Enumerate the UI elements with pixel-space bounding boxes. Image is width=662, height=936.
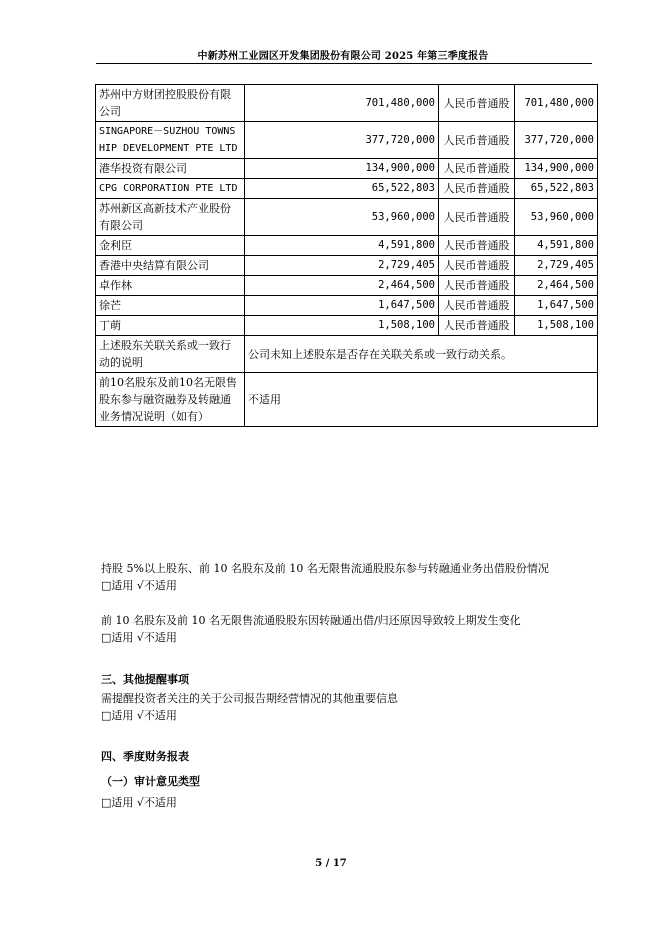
header-rule xyxy=(96,63,592,64)
holder-name: 港华投资有限公司 xyxy=(96,159,245,179)
class-quantity: 65,522,803 xyxy=(515,179,598,199)
holder-quantity: 2,464,500 xyxy=(245,276,439,296)
share-class: 人民币普通股 xyxy=(439,236,515,256)
class-quantity: 2,464,500 xyxy=(515,276,598,296)
share-class: 人民币普通股 xyxy=(439,199,515,236)
table-row xyxy=(96,296,598,316)
share-class: 人民币普通股 xyxy=(439,85,515,122)
holder-quantity: 65,522,803 xyxy=(245,179,439,199)
class-quantity: 53,960,000 xyxy=(515,199,598,236)
margin-row xyxy=(96,373,598,427)
holder-name: 金利臣 xyxy=(96,236,245,256)
class-quantity: 1,647,500 xyxy=(515,296,598,316)
class-quantity: 701,480,000 xyxy=(515,85,598,122)
table-row xyxy=(96,85,598,122)
section-3-choice: □适用 √不适用 xyxy=(101,709,177,722)
shareholder-table xyxy=(95,84,598,427)
margin-label: 前10名股东及前10名无限售股东参与融资融券及转融通业务情况说明（如有） xyxy=(96,373,245,427)
share-class: 人民币普通股 xyxy=(439,256,515,276)
holder-quantity: 1,647,500 xyxy=(245,296,439,316)
lending-disclosure-text: 持股 5%以上股东、前 10 名股东及前 10 名无限售流通股股东参与转融通业务出借股份情况 xyxy=(101,562,549,575)
table-row xyxy=(96,179,598,199)
holder-name: 苏州中方财团控股股份有限公司 xyxy=(96,85,245,122)
margin-value: 不适用 xyxy=(245,373,598,427)
class-quantity: 377,720,000 xyxy=(515,122,598,159)
relation-label: 上述股东关联关系或一致行动的说明 xyxy=(96,336,245,373)
section-3-title: 三、其他提醒事项 xyxy=(101,673,189,686)
holder-quantity: 134,900,000 xyxy=(245,159,439,179)
holder-name: 徐芒 xyxy=(96,296,245,316)
holder-name: 香港中央结算有限公司 xyxy=(96,256,245,276)
holder-quantity: 1,508,100 xyxy=(245,316,439,336)
class-quantity: 4,591,800 xyxy=(515,236,598,256)
class-quantity: 134,900,000 xyxy=(515,159,598,179)
section-4-subtitle: （一）审计意见类型 xyxy=(101,775,200,788)
share-class: 人民币普通股 xyxy=(439,276,515,296)
holder-name: 丁萌 xyxy=(96,316,245,336)
section-3-text: 需提醒投资者关注的关于公司报告期经营情况的其他重要信息 xyxy=(101,692,398,705)
report-header-title: 中新苏州工业园区开发集团股份有限公司 2025 年第三季度报告 xyxy=(197,51,489,62)
holder-quantity: 53,960,000 xyxy=(245,199,439,236)
share-class: 人民币普通股 xyxy=(439,159,515,179)
page-number: 5 / 17 xyxy=(315,858,347,869)
lending-disclosure-choice: □适用 √不适用 xyxy=(101,579,177,592)
table-row xyxy=(96,256,598,276)
holder-name: 卓作林 xyxy=(96,276,245,296)
holder-quantity: 377,720,000 xyxy=(245,122,439,159)
table-row xyxy=(96,276,598,296)
table-row xyxy=(96,122,598,159)
holder-quantity: 2,729,405 xyxy=(245,256,439,276)
table-row xyxy=(96,199,598,236)
section-4-choice: □适用 √不适用 xyxy=(101,796,177,809)
holder-quantity: 701,480,000 xyxy=(245,85,439,122)
change-disclosure-choice: □适用 √不适用 xyxy=(101,631,177,644)
holder-name: CPG CORPORATION PTE LTD xyxy=(96,179,245,199)
share-class: 人民币普通股 xyxy=(439,316,515,336)
change-disclosure-text: 前 10 名股东及前 10 名无限售流通股股东因转融通出借/归还原因导致较上期发生变化 xyxy=(101,614,521,627)
table-row xyxy=(96,236,598,256)
holder-quantity: 4,591,800 xyxy=(245,236,439,256)
class-quantity: 1,508,100 xyxy=(515,316,598,336)
relation-row xyxy=(96,336,598,373)
class-quantity: 2,729,405 xyxy=(515,256,598,276)
table-row xyxy=(96,159,598,179)
share-class: 人民币普通股 xyxy=(439,179,515,199)
holder-name: 苏州新区高新技术产业股份有限公司 xyxy=(96,199,245,236)
section-4-title: 四、季度财务报表 xyxy=(101,750,189,763)
holder-name: SINGAPORE－SUZHOU TOWNSHIP DEVELOPMENT PTE LTD xyxy=(96,122,245,159)
share-class: 人民币普通股 xyxy=(439,296,515,316)
relation-value: 公司未知上述股东是否存在关联关系或一致行动关系。 xyxy=(245,336,598,373)
share-class: 人民币普通股 xyxy=(439,122,515,159)
table-row xyxy=(96,316,598,336)
